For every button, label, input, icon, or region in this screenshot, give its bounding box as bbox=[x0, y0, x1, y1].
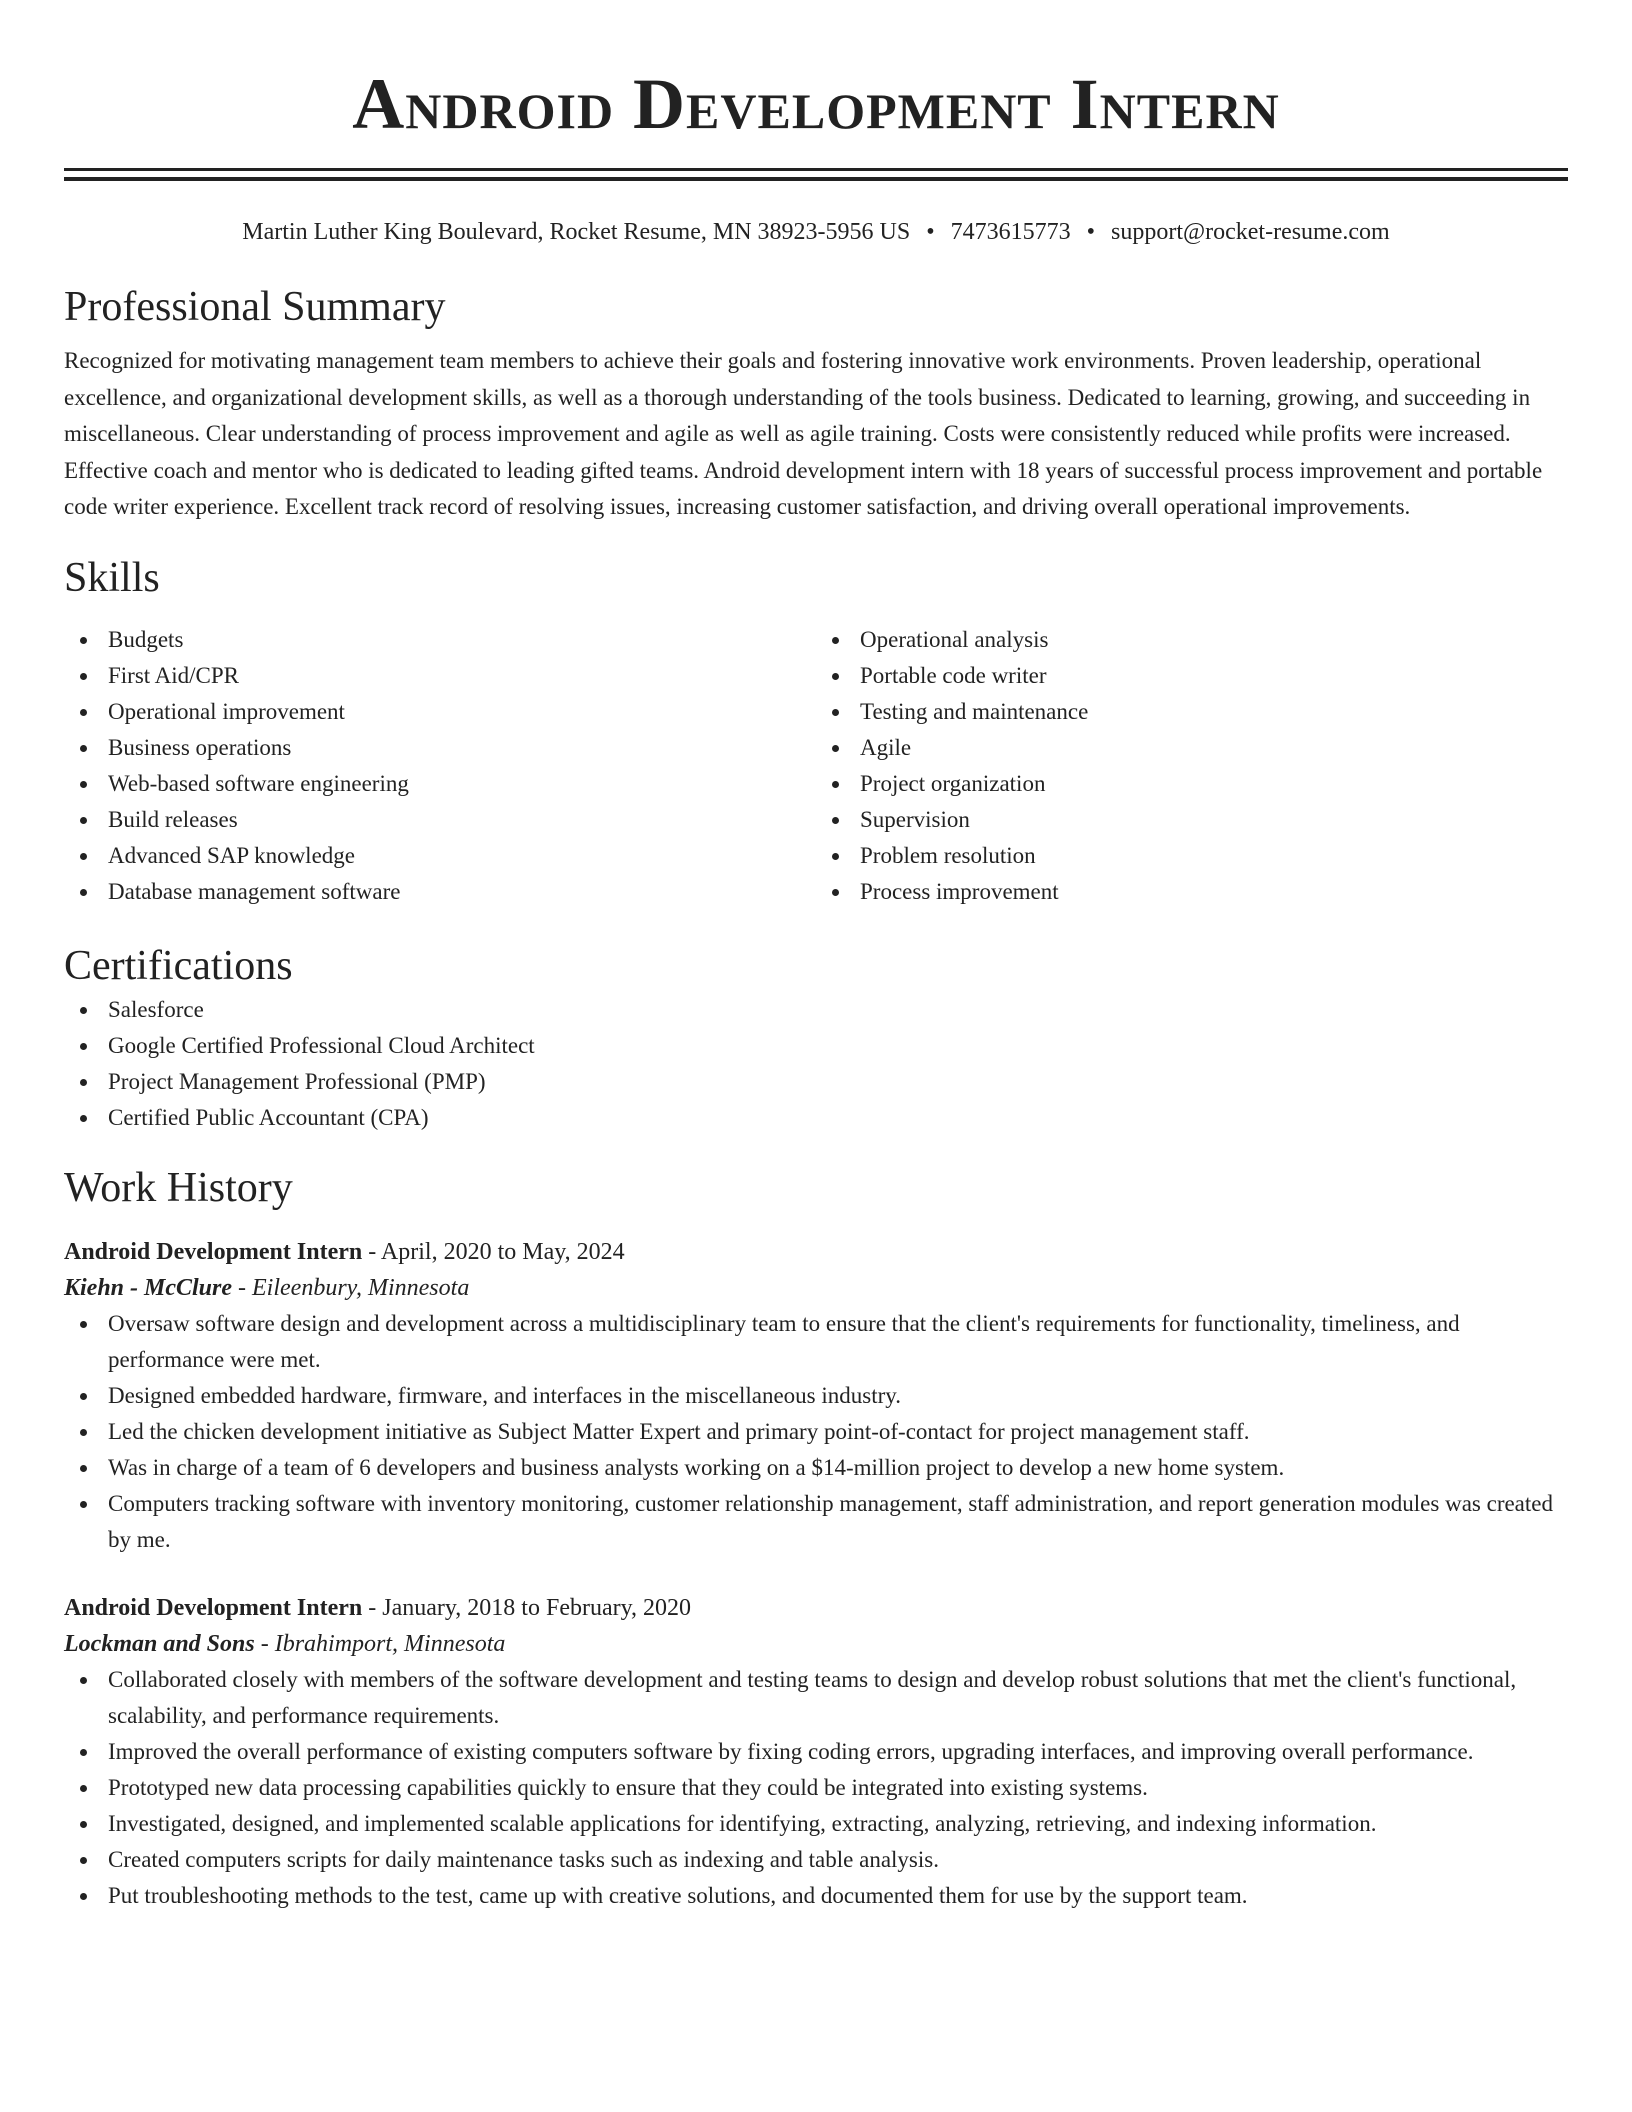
skill-item: Problem resolution bbox=[816, 838, 1568, 874]
certification-item: Google Certified Professional Cloud Architect bbox=[64, 1028, 1568, 1064]
skill-item: Testing and maintenance bbox=[816, 694, 1568, 730]
title-divider-thin bbox=[64, 168, 1568, 171]
job-role: Android Development Intern bbox=[64, 1238, 363, 1265]
skill-item: Web-based software engineering bbox=[64, 766, 816, 802]
skills-heading: Skills bbox=[64, 554, 160, 601]
contact-phone: 7473615773 bbox=[950, 219, 1071, 245]
job-entry bbox=[64, 1590, 1568, 1914]
certification-item: Certified Public Accountant (CPA) bbox=[64, 1100, 1568, 1136]
title-divider-thick bbox=[64, 177, 1568, 181]
job-duties-list bbox=[64, 1662, 1568, 1914]
work-history-heading: Work History bbox=[64, 1164, 293, 1211]
job-role: Android Development Intern bbox=[64, 1594, 363, 1621]
resume-title: Android Development Intern bbox=[352, 64, 1280, 144]
skills-list-right bbox=[816, 622, 1568, 910]
job-employer bbox=[64, 1270, 1568, 1306]
skill-item: Advanced SAP knowledge bbox=[64, 838, 816, 874]
certifications-list bbox=[64, 992, 1568, 1136]
job-duty: Computers tracking software with inventory monitoring, customer relationship management, staff administration, and report generation modules was created by me. bbox=[64, 1486, 1568, 1558]
skill-item: Process improvement bbox=[816, 874, 1568, 910]
certification-item: Project Management Professional (PMP) bbox=[64, 1064, 1568, 1100]
job-duties-list bbox=[64, 1306, 1568, 1558]
skill-item: Operational improvement bbox=[64, 694, 816, 730]
summary-heading: Professional Summary bbox=[64, 284, 446, 330]
contact-separator: • bbox=[1086, 219, 1096, 245]
job-employer bbox=[64, 1626, 1568, 1662]
skill-item: Operational analysis bbox=[816, 622, 1568, 658]
skill-item: Build releases bbox=[64, 802, 816, 838]
skill-item: Project organization bbox=[816, 766, 1568, 802]
certifications-heading: Certifications bbox=[64, 942, 293, 989]
job-header bbox=[64, 1234, 1568, 1270]
skills-column-right bbox=[816, 622, 1568, 910]
skills-grid bbox=[64, 622, 1568, 910]
skill-item: Portable code writer bbox=[816, 658, 1568, 694]
job-duty: Collaborated closely with members of the software development and testing teams to design and develop robust solutions that met the client's functional, scalability, and performance requirements. bbox=[64, 1662, 1568, 1734]
summary-text: Recognized for motivating management team members to achieve their goals and fostering innovative work environments. Proven leadership, operational excellence, and organizational development skills, as well as a thorough understanding of the tools business. Dedicated to learning, growing, and succeeding in miscellaneous. Clear understanding of process improvement and agile as well as agile training. Costs were consistently reduced while profits were increased. Effective coach and mentor who is dedicated to leading gifted teams. Android development intern with 18 years of successful process improvement and portable code writer experience. Excellent track record of resolving issues, increasing customer satisfaction, and driving overall operational improvements. bbox=[64, 348, 1543, 519]
skill-item: First Aid/CPR bbox=[64, 658, 816, 694]
job-entry bbox=[64, 1234, 1568, 1558]
job-duty: Investigated, designed, and implemented scalable applications for identifying, extracting, analyzing, retrieving, and indexing information. bbox=[64, 1806, 1568, 1842]
skill-item: Agile bbox=[816, 730, 1568, 766]
skills-list-left bbox=[64, 622, 816, 910]
contact-email: support@rocket-resume.com bbox=[1111, 219, 1390, 245]
job-company: Kiehn - McClure bbox=[64, 1274, 233, 1301]
skill-item: Business operations bbox=[64, 730, 816, 766]
skill-item: Database management software bbox=[64, 874, 816, 910]
job-header bbox=[64, 1590, 1568, 1626]
job-location: - Eileenbury, Minnesota bbox=[232, 1274, 470, 1301]
job-company: Lockman and Sons bbox=[64, 1630, 255, 1657]
skill-item: Budgets bbox=[64, 622, 816, 658]
job-duty: Designed embedded hardware, firmware, and interfaces in the miscellaneous industry. bbox=[64, 1378, 1568, 1414]
job-location: - Ibrahimport, Minnesota bbox=[254, 1630, 506, 1657]
contact-line bbox=[64, 217, 1568, 247]
contact-address: Martin Luther King Boulevard, Rocket Resume, MN 38923-5956 US bbox=[242, 219, 911, 245]
job-duty: Prototyped new data processing capabilities quickly to ensure that they could be integrated into existing systems. bbox=[64, 1770, 1568, 1806]
job-dates: - January, 2018 to February, 2020 bbox=[362, 1594, 692, 1621]
contact-separator: • bbox=[926, 219, 935, 245]
skills-column-left bbox=[64, 622, 816, 910]
certification-item: Salesforce bbox=[64, 992, 1568, 1028]
job-duty: Was in charge of a team of 6 developers and business analysts working on a $14-million project to develop a new home system. bbox=[64, 1450, 1568, 1486]
job-duty: Improved the overall performance of existing computers software by fixing coding errors, upgrading interfaces, and improving overall performance. bbox=[64, 1734, 1568, 1770]
job-duty: Put troubleshooting methods to the test, came up with creative solutions, and documented them for use by the support team. bbox=[64, 1878, 1568, 1914]
job-duty: Led the chicken development initiative as Subject Matter Expert and primary point-of-contact for project management staff. bbox=[64, 1414, 1568, 1450]
job-dates: - April, 2020 to May, 2024 bbox=[362, 1238, 625, 1265]
job-duty: Oversaw software design and development across a multidisciplinary team to ensure that the client's requirements for functionality, timeliness, and performance were met. bbox=[64, 1306, 1568, 1378]
job-duty: Created computers scripts for daily maintenance tasks such as indexing and table analysis. bbox=[64, 1842, 1568, 1878]
skill-item: Supervision bbox=[816, 802, 1568, 838]
